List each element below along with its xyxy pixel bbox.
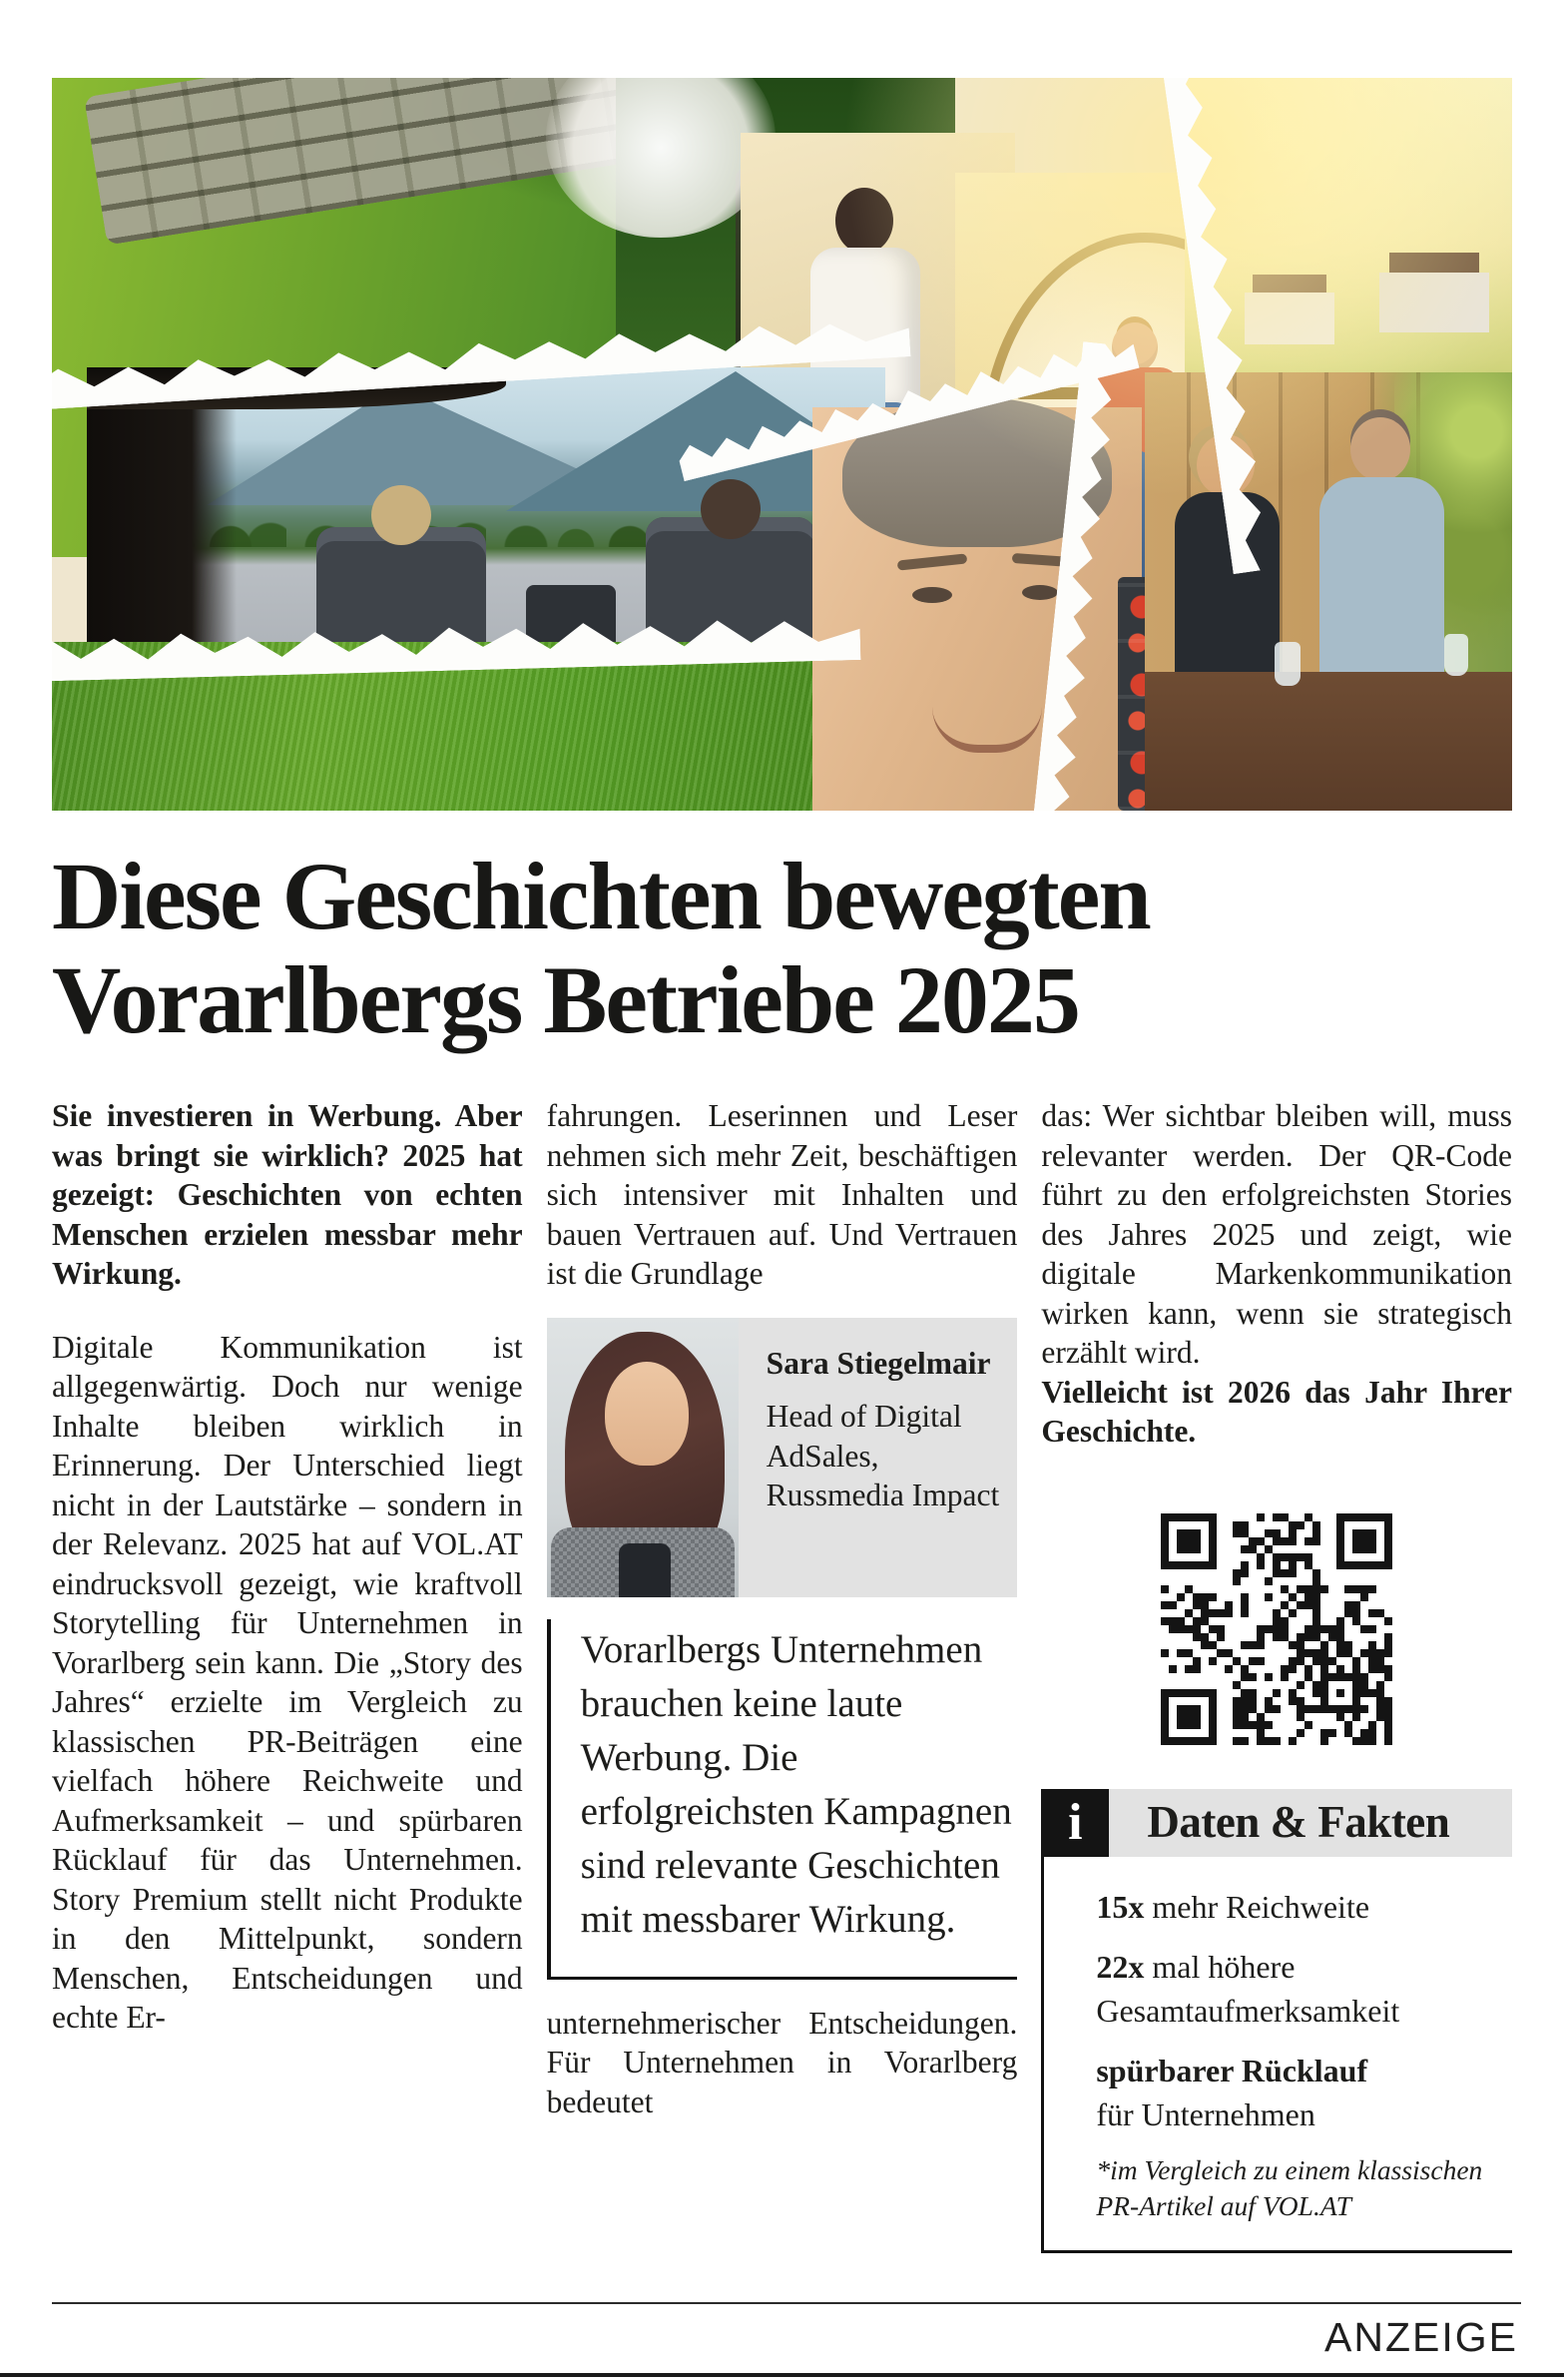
qr-code xyxy=(1161,1513,1392,1745)
water-glass xyxy=(1275,642,1301,686)
fact-value: spürbarer Rücklauf xyxy=(1096,2052,1368,2088)
headline-line-2: Vorarlbergs Betriebe 2025 xyxy=(52,946,1079,1053)
body-paragraph: fahrungen. Leserinnen und Leser nehmen sich mehr Zeit, beschäftigen sich intensiver mit Inhalten und bauen Vertrauen auf. Und Vertrauen ist die Grundlage xyxy=(546,1098,1018,1291)
seated-person xyxy=(701,479,761,539)
facts-box xyxy=(1041,1789,1512,2253)
fact-text: mal höhere Gesamtaufmerksamkeit xyxy=(1096,1948,1400,2029)
advert-label: ANZEIGE xyxy=(1324,2314,1518,2360)
fact-value: 22x xyxy=(1096,1948,1145,1985)
facts-header xyxy=(1041,1789,1512,1857)
facts-body xyxy=(1041,1857,1512,2253)
page-bottom-rule xyxy=(0,2373,1564,2377)
profile-face xyxy=(605,1362,689,1466)
portrait-smile xyxy=(932,707,1042,753)
seated-person xyxy=(371,485,431,545)
info-icon: i xyxy=(1041,1789,1109,1857)
profile-role: Head of Digital AdSales, Russmedia Impact xyxy=(766,1399,1000,1512)
body-paragraph: unternehmerischer Entscheidungen. Für Unternehmen in Vorarlberg bedeutet xyxy=(546,2005,1018,2119)
fact-text: für Unternehmen xyxy=(1096,2095,1315,2132)
sun-glow xyxy=(771,78,1512,517)
expert-profile-box xyxy=(547,1318,1018,1597)
column-3 xyxy=(1041,1096,1512,2294)
body-paragraph: Digitale Kommunikation ist allgegenwärtig. Doch nur wenige Inhalte bleiben wirklich in Erinnerung. Der Unterschied liegt nicht in der Lautstärke – sondern in der Relevanz. 2025 hat auf VOL.AT eindrucksvoll gezeigt, wie kraftvoll Storytelling für Unternehmen in Vorarlberg sein kann. Die „Story des Jahres“ erzielte im Vergleich zu klassischen PR-Beiträgen eine vielfach höhere Reichweite und Aufmerksamkeit – und spürbaren Rücklauf für das Unternehmen. Story Premium stellt nicht Produkte in den Mittelpunkt, sondern Menschen, Entscheidungen und echte Er- xyxy=(52,1329,523,2035)
profile-name: Sara Stiegelmair xyxy=(766,1345,991,1381)
fact-value: 15x xyxy=(1096,1888,1145,1925)
footer-rule xyxy=(52,2302,1521,2304)
profile-info xyxy=(739,1318,1018,1597)
fact-item xyxy=(1096,2049,1506,2136)
wooden-table xyxy=(1145,672,1512,811)
portrait-brow xyxy=(897,553,968,570)
body-paragraph: das: Wer sichtbar bleiben will, muss relevanter werden. Der QR-Code führt zu den erfolgreichsten Stories des Jahres 2025 und zeigt, wie digitale Markenkommunikation wirken kann, wenn sie strategisch erzählt wird. xyxy=(1041,1098,1513,1370)
profile-photo xyxy=(547,1318,739,1597)
photo-collage xyxy=(52,78,1512,811)
headline-line-1: Diese Geschichten bewegten xyxy=(52,843,1150,949)
article-headline xyxy=(52,845,1519,1052)
portrait-eye xyxy=(1022,585,1058,600)
qr-code-svg xyxy=(1161,1513,1392,1745)
column-1 xyxy=(52,1096,523,2294)
closing-bold-paragraph: Vielleicht ist 2026 das Jahr Ihrer Geschichte. xyxy=(1041,1374,1513,1449)
facts-titlebar xyxy=(1109,1789,1512,1857)
profile-top xyxy=(619,1543,671,1597)
article-columns xyxy=(52,1096,1512,2294)
facts-footnote: *im Vergleich zu einem klassischen PR-Artikel auf VOL.AT xyxy=(1096,2153,1483,2221)
facts-title: Daten & Fakten xyxy=(1147,1796,1450,1847)
fact-text: mehr Reichweite xyxy=(1144,1888,1370,1925)
portrait-eye xyxy=(912,587,952,603)
fact-item xyxy=(1096,1885,1506,1929)
lead-paragraph: Sie investieren in Werbung. Aber was bringt sie wirklich? 2025 hat gezeigt: Geschichten von echten Menschen erzielen messbar mehr Wirkung. xyxy=(52,1098,523,1291)
column-2 xyxy=(547,1096,1018,2294)
fact-item xyxy=(1096,1945,1506,2033)
pull-quote: Vorarlbergs Unternehmen brauchen keine laute Werbung. Die erfolgreichsten Kampagnen sind relevante Geschichten mit messbarer Wirkung. xyxy=(547,1619,1018,1980)
water-glass xyxy=(1444,634,1468,676)
